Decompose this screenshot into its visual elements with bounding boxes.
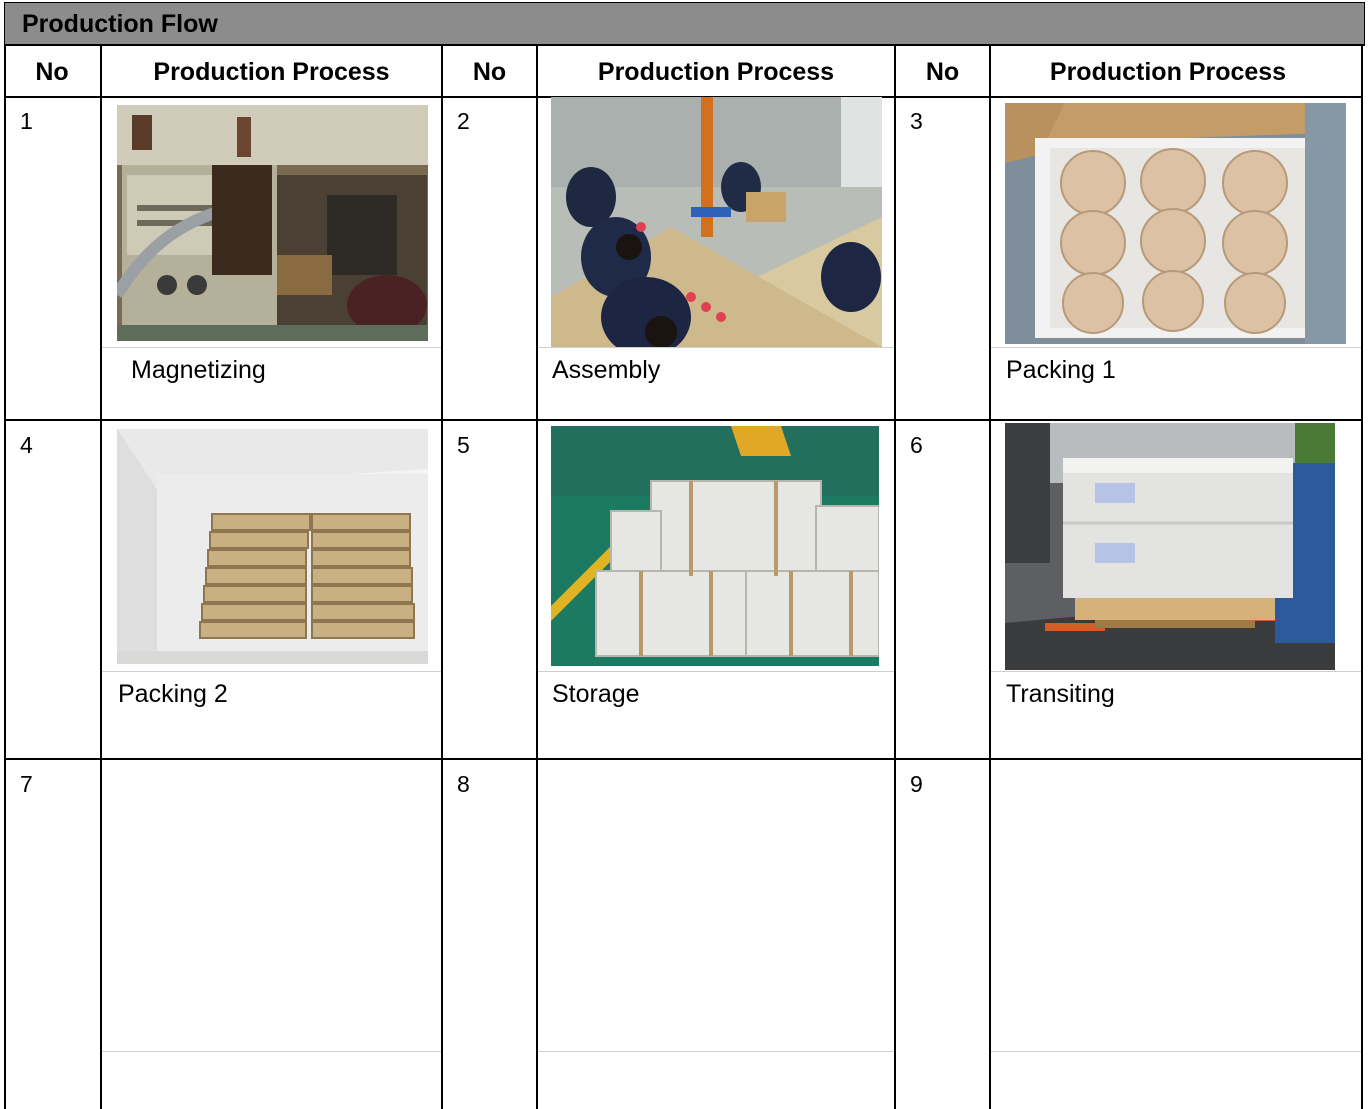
cell-divider xyxy=(102,671,441,672)
grid-line xyxy=(536,46,538,1109)
cell-divider xyxy=(102,347,441,348)
storage-photo xyxy=(551,426,879,666)
header-process-1: Production Process xyxy=(153,58,390,86)
grid-line xyxy=(989,46,991,1109)
grid-line xyxy=(441,46,443,1109)
cell-divider xyxy=(102,1051,441,1052)
step-number: 3 xyxy=(910,108,923,134)
table-title: Production Flow xyxy=(22,10,218,38)
grid-line xyxy=(1361,46,1363,1109)
cell-divider xyxy=(991,1051,1361,1052)
step-number: 4 xyxy=(20,432,33,458)
cell-divider xyxy=(991,671,1361,672)
header-process-3: Production Process xyxy=(1049,58,1287,86)
grid-line xyxy=(4,419,1363,421)
grid-line xyxy=(100,46,102,1109)
step-number: 1 xyxy=(20,108,33,134)
step-number: 2 xyxy=(457,108,470,134)
step-caption: Packing 1 xyxy=(1006,356,1116,384)
packing-2-photo xyxy=(117,429,428,664)
grid-line xyxy=(894,46,896,1109)
cell-divider xyxy=(538,347,894,348)
cell-divider xyxy=(991,347,1361,348)
step-caption: Transiting xyxy=(1006,680,1115,708)
packing-1-photo xyxy=(1005,103,1346,344)
grid-line xyxy=(4,46,6,1109)
transiting-photo xyxy=(1005,423,1335,670)
step-caption: Magnetizing xyxy=(131,356,266,384)
header-no-1: No xyxy=(35,58,69,86)
step-number: 6 xyxy=(910,432,923,458)
cell-divider xyxy=(538,1051,894,1052)
grid-line xyxy=(4,758,1363,760)
step-caption: Storage xyxy=(552,680,640,708)
header-process-2: Production Process xyxy=(597,58,835,86)
step-number: 8 xyxy=(457,771,470,797)
assembly-photo xyxy=(551,97,882,347)
cell-divider xyxy=(538,671,894,672)
step-number: 5 xyxy=(457,432,470,458)
magnetizing-photo xyxy=(117,105,428,341)
step-number: 9 xyxy=(910,771,923,797)
step-caption: Assembly xyxy=(552,356,661,384)
header-no-2: No xyxy=(472,58,507,86)
header-no-3: No xyxy=(925,58,960,86)
step-caption: Packing 2 xyxy=(118,680,228,708)
step-number: 7 xyxy=(20,771,33,797)
